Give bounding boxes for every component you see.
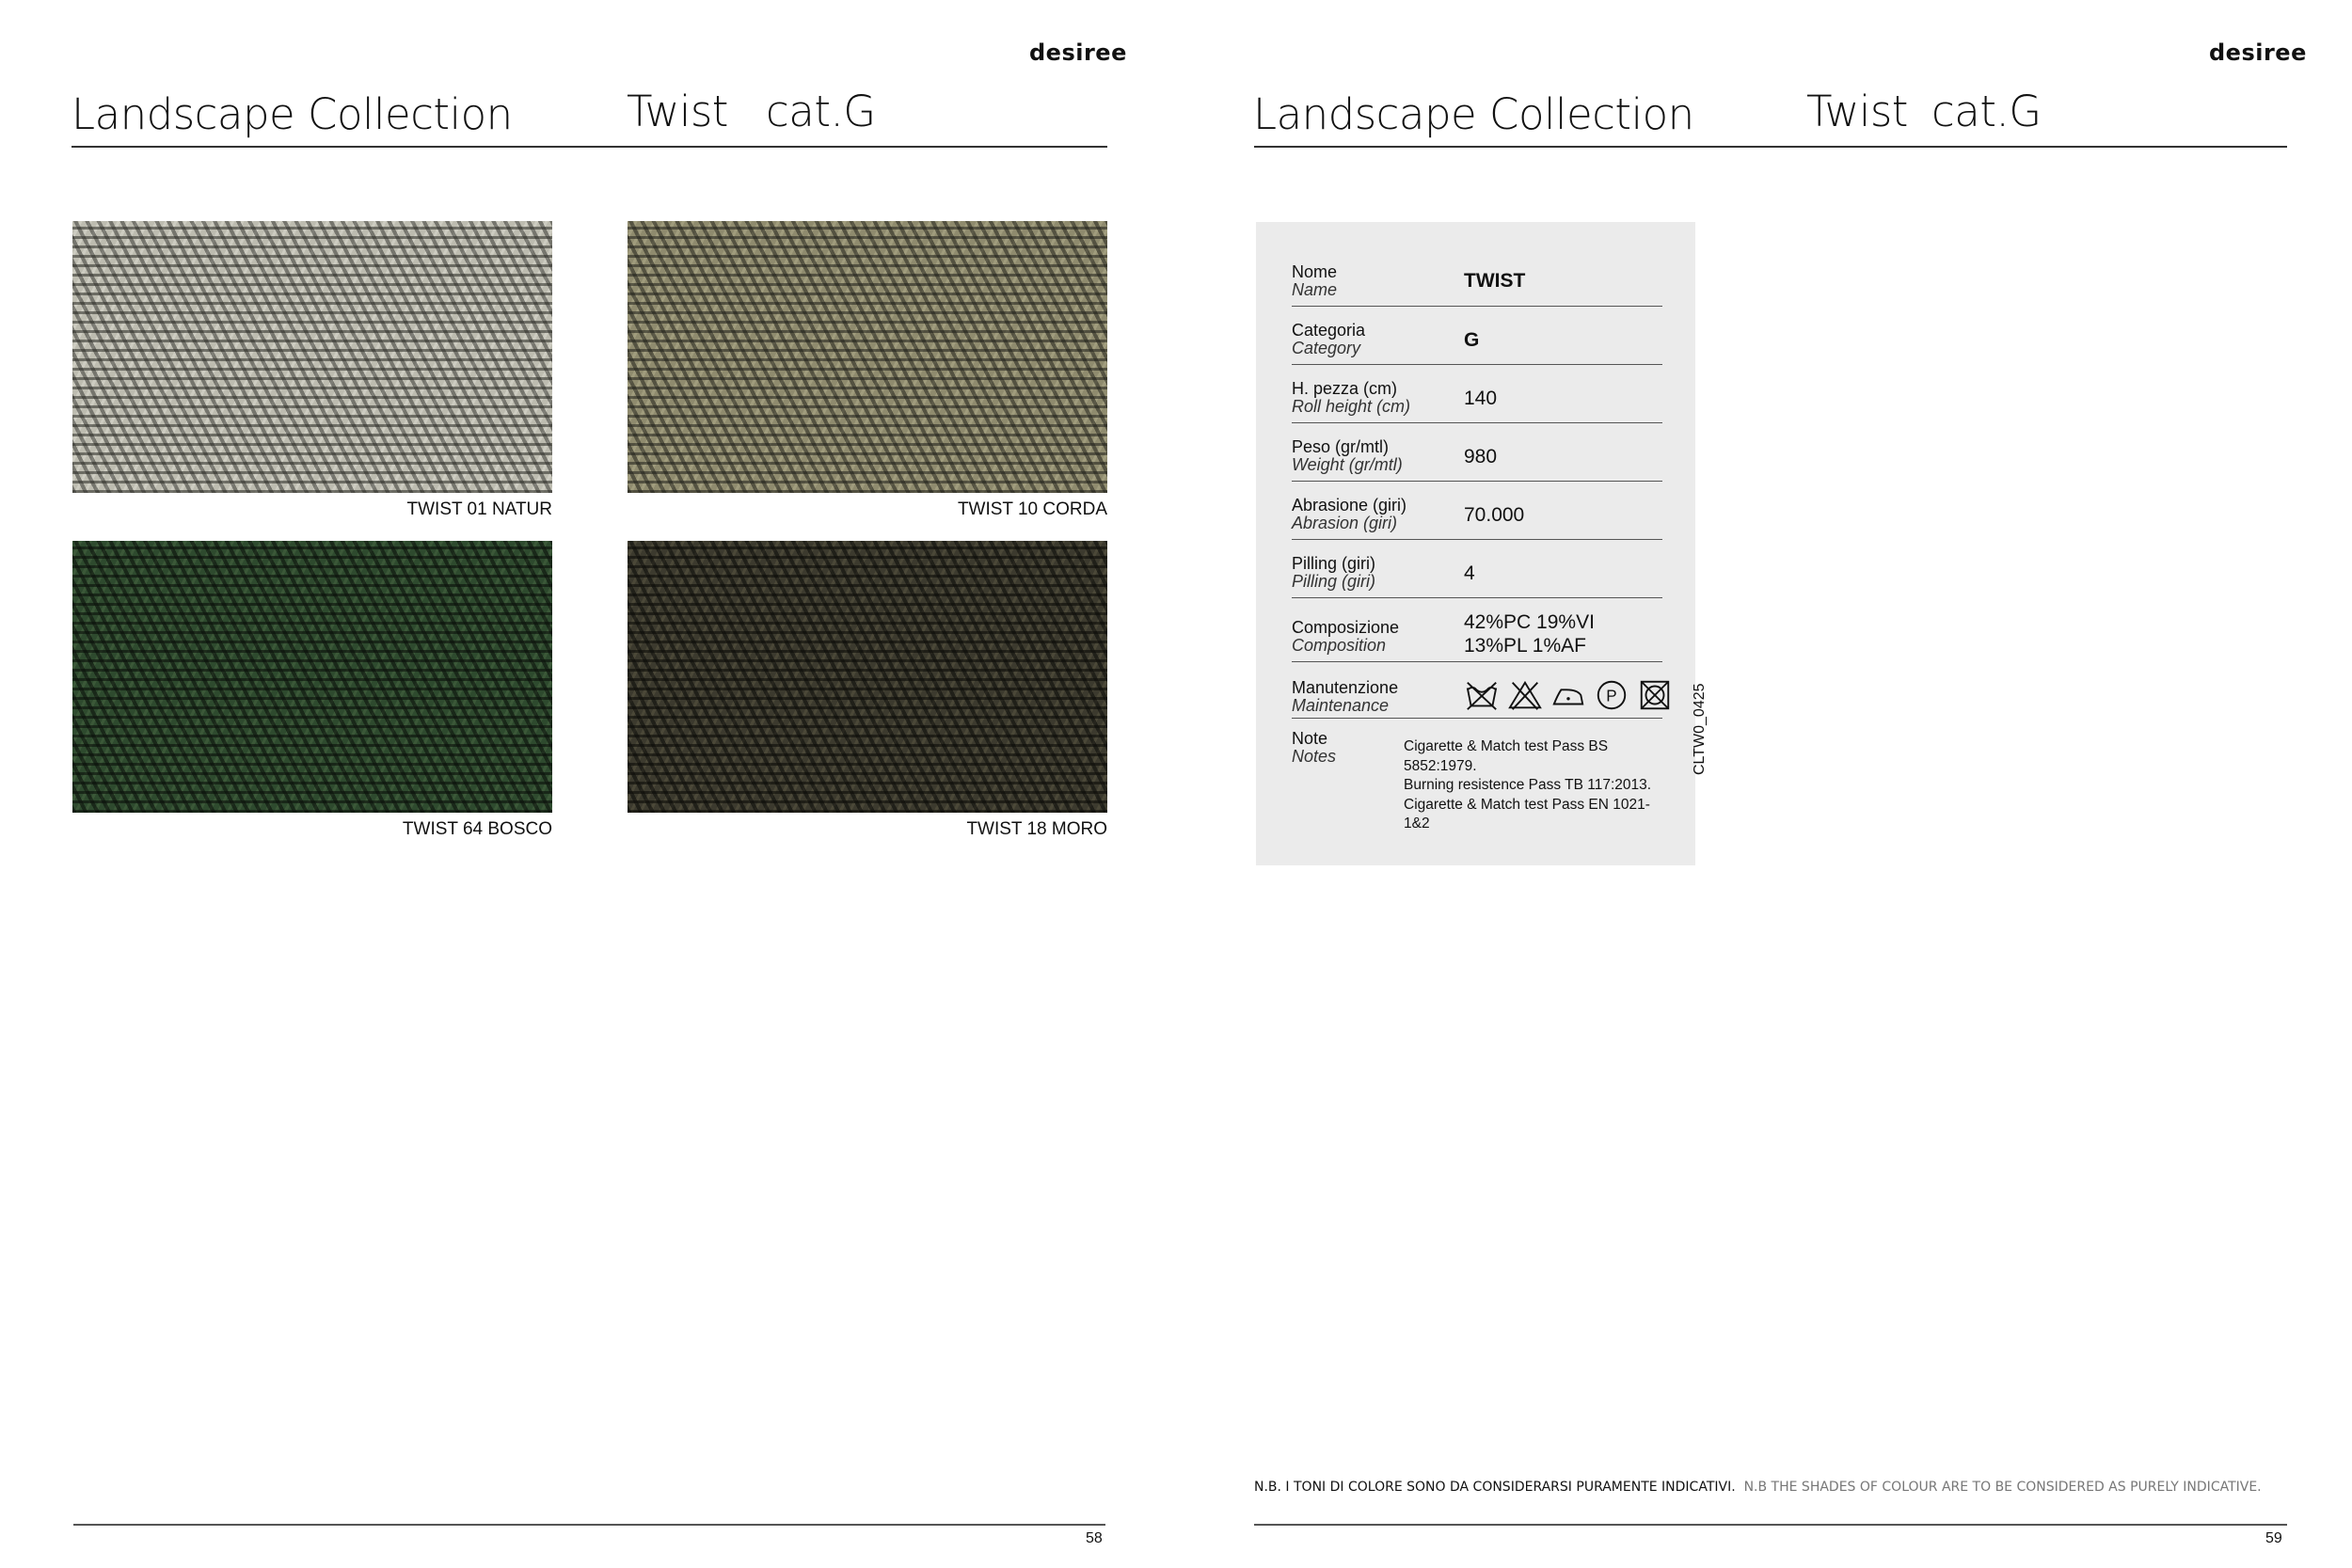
spec-label: Manutenzione Maintenance bbox=[1292, 678, 1399, 715]
page-number: 59 bbox=[2265, 1530, 2282, 1546]
spec-value-pilling: 4 bbox=[1464, 562, 1475, 584]
svg-text:P: P bbox=[1606, 687, 1617, 705]
fabric-title: Twist bbox=[627, 87, 728, 136]
swatch-caption: TWIST 10 CORDA bbox=[957, 499, 1107, 519]
swatch-caption: TWIST 64 BOSCO bbox=[402, 819, 552, 839]
swatch-twist-64-bosco bbox=[72, 541, 552, 813]
swatch-twist-18-moro bbox=[628, 541, 1107, 813]
product-code: CLTW0_0425 bbox=[1692, 683, 1708, 775]
spec-notes-text: Cigarette & Match test Pass BS 5852:1979. Burning resistence Pass TB 117:2013. Cigarette & Match test Pass EN 1021-1&2 bbox=[1404, 738, 1652, 832]
spec-label: Composizione Composition bbox=[1292, 618, 1400, 655]
category-title: cat.G bbox=[1931, 87, 2042, 136]
collection-title: Landscape Collection bbox=[1253, 89, 1694, 139]
header-rule bbox=[1254, 146, 2287, 148]
spec-row-abrasion bbox=[1292, 497, 1662, 540]
page-number: 58 bbox=[1086, 1530, 1103, 1546]
category-title: cat.G bbox=[766, 87, 876, 136]
collection-title: Landscape Collection bbox=[72, 89, 513, 139]
footer-rule bbox=[73, 1524, 1105, 1526]
spec-value-name: TWIST bbox=[1464, 270, 1526, 292]
care-symbols bbox=[1464, 677, 1673, 713]
spec-row-name bbox=[1292, 263, 1662, 307]
spec-label: Categoria Category bbox=[1292, 321, 1366, 357]
spec-label: H. pezza (cm) Roll height (cm) bbox=[1292, 379, 1411, 416]
fabric-title: Twist bbox=[1806, 87, 1908, 136]
spec-label: Pilling (giri) Pilling (giri) bbox=[1292, 554, 1376, 591]
swatch-twist-10-corda bbox=[628, 221, 1107, 493]
spec-label: Note Notes bbox=[1292, 729, 1337, 766]
swatch-twist-01-natur bbox=[72, 221, 552, 493]
spec-value-category: G bbox=[1464, 329, 1480, 351]
brand-logo: desiree bbox=[2209, 40, 2307, 66]
spec-value-composition: 42%PC 19%VI 13%PL 1%AF bbox=[1464, 611, 1595, 657]
dry-clean-p-icon bbox=[1594, 677, 1629, 713]
spec-value-abrasion: 70.000 bbox=[1464, 504, 1525, 526]
no-bleach-icon bbox=[1507, 677, 1543, 713]
no-wash-icon bbox=[1464, 677, 1500, 713]
spec-row-composition bbox=[1292, 613, 1662, 662]
no-tumble-dry-icon bbox=[1637, 677, 1673, 713]
spec-label: Nome Name bbox=[1292, 262, 1338, 299]
brand-logo: desiree bbox=[1029, 40, 1127, 66]
spec-row-notes bbox=[1292, 728, 1662, 832]
spec-value-roll-height: 140 bbox=[1464, 388, 1498, 409]
swatch-caption: TWIST 18 MORO bbox=[966, 819, 1107, 839]
swatch-caption: TWIST 01 NATUR bbox=[406, 499, 552, 519]
footer-rule bbox=[1254, 1524, 2287, 1526]
spec-label: Peso (gr/mtl) Weight (gr/mtl) bbox=[1292, 437, 1403, 474]
spec-card bbox=[1256, 222, 1695, 865]
spec-row-weight bbox=[1292, 438, 1662, 482]
spec-value-weight: 980 bbox=[1464, 446, 1498, 467]
spec-row-pilling bbox=[1292, 555, 1662, 598]
spec-row-category bbox=[1292, 322, 1662, 365]
spec-row-maintenance bbox=[1292, 670, 1662, 719]
low-iron-icon bbox=[1550, 677, 1586, 713]
spec-label: Abrasione (giri) Abrasion (giri) bbox=[1292, 496, 1407, 532]
header-rule bbox=[72, 146, 1107, 148]
spec-row-roll-height bbox=[1292, 380, 1662, 423]
colour-disclaimer: N.B. I TONI DI COLORE SONO DA CONSIDERARSI PURAMENTE INDICATIVI. N.B THE SHADES OF COLOUR ARE TO BE CONSIDERED AS PURELY INDICATIVE. bbox=[1254, 1480, 2262, 1495]
